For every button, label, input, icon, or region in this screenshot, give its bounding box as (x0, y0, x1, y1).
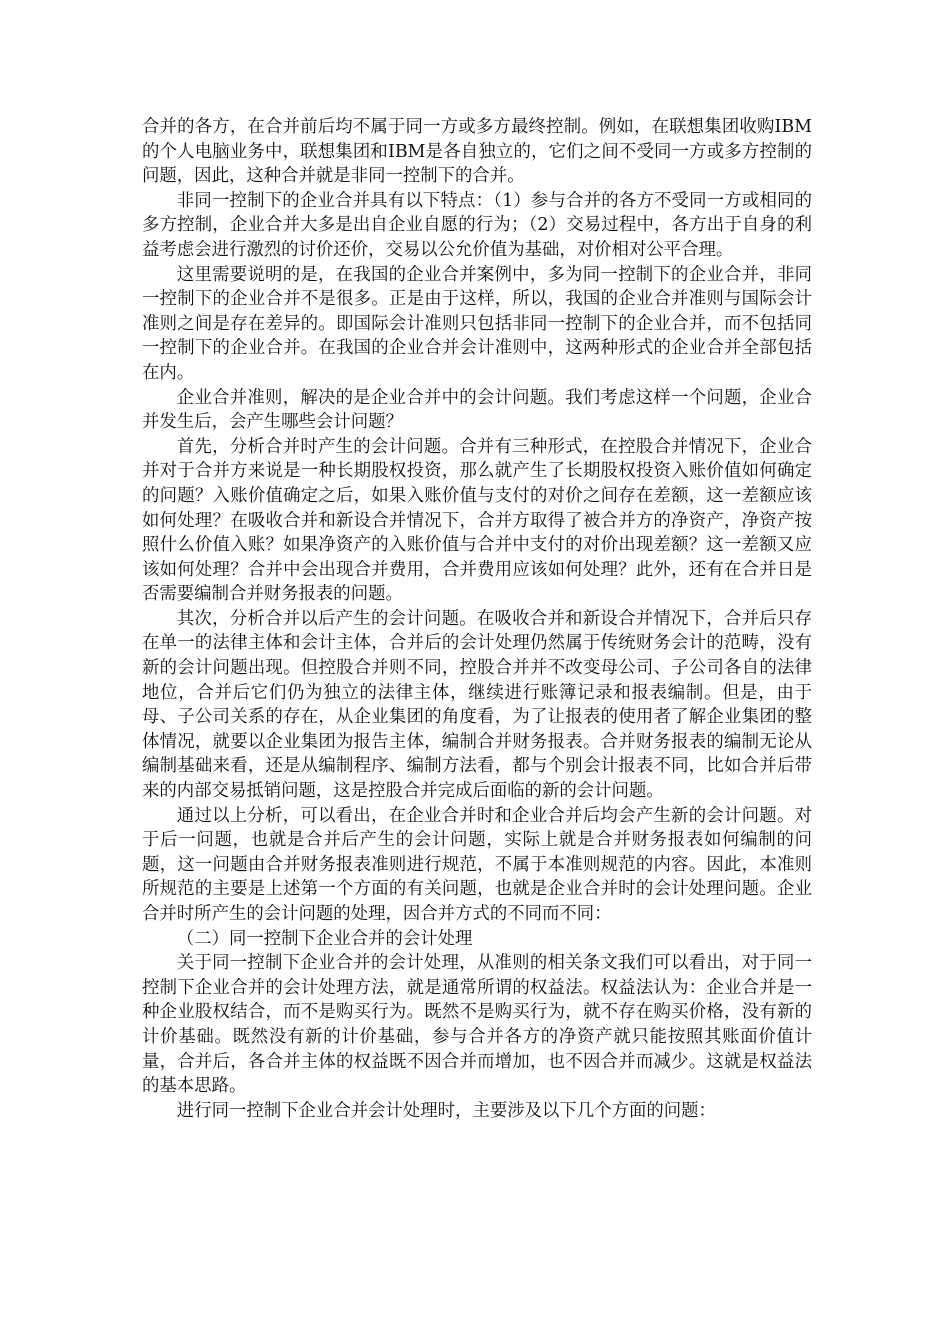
paragraph-explanation: 这里需要说明的是，在我国的企业合并案例中，多为同一控制下的企业合并，非同一控制下的企业合并不是很多。正是由于这样，所以，我国的企业合并准则与国际会计准则之间是存在差异的。即国际会计准则只包括非同一控制下的企业合并，而不包括同一控制下的企业合并。在我国的企业合并会计准则中，这两种形式的企业合并全部包括在内。 (142, 264, 812, 383)
paragraph-continuation: 合并的各方，在合并前后均不属于同一方或多方最终控制。例如，在联想集团收购IBM的个人电脑业务中，联想集团和IBM是各自独立的，它们之间不受同一方或多方控制的问题，因此，这种合并就是非同一控制下的合并。 (142, 117, 812, 187)
paragraph-issues-intro: 进行同一控制下企业合并会计处理时，主要涉及以下几个方面的问题： (176, 1100, 716, 1121)
document-body (142, 115, 812, 1123)
paragraph-characteristics: 非同一控制下的企业合并具有以下特点：（1）参与合并的各方不受同一方或相同的多方控制，企业合并大多是出自企业自愿的行为；（2）交易过程中，各方出于自身的利益考虑会进行激烈的讨价还价，交易以公允价值为基础，对价相对公平合理。 (142, 190, 812, 260)
section-heading: （二）同一控制下企业合并的会计处理 (176, 928, 473, 949)
paragraph-equity-method: 关于同一控制下企业合并的会计处理，从准则的相关条文我们可以看出，对于同一控制下企业合并的会计处理方法，就是通常所谓的权益法。权益法认为：企业合并是一种企业股权结合，而不是购买行为。既然不是购买行为，就不存在购买价格，没有新的计价基础。既然没有新的计价基础，参与合并各方的净资产就只能按照其账面价值计量，合并后，各合并主体的权益既不因合并而增加，也不因合并而减少。这就是权益法的基本思路。 (142, 953, 812, 1097)
paragraph-second-analysis: 其次，分析合并以后产生的会计问题。在吸收合并和新设合并情况下，合并后只存在单一的法律主体和会计主体，合并后的会计处理仍然属于传统财务会计的范畴，没有新的会计问题出现。但控股合并则不同，控股合并并不改变母公司、子公司各自的法律地位，合并后它们仍为独立的法律主体，继续进行账簿记录和报表编制。但是，由于母、子公司关系的存在，从企业集团的角度看，为了让报表的使用者了解企业集团的整体情况，就要以企业集团为报告主体，编制合并财务报表。合并财务报表的编制无论从编制基础来看，还是从编制程序、编制方法看，都与个别会计报表不同，比如合并后带来的内部交易抵销问题，这是控股合并完成后面临的新的会计问题。 (142, 608, 812, 802)
paragraph-question: 企业合并准则，解决的是企业合并中的会计问题。我们考虑这样一个问题，企业合并发生后，会产生哪些会计问题？ (142, 387, 812, 433)
paragraph-first-analysis: 首先，分析合并时产生的会计问题。合并有三种形式，在控股合并情况下，企业合并对于合并方来说是一种长期股权投资，那么就产生了长期股权投资入账价值如何确定的问题？入账价值确定之后，如果入账价值与支付的对价之间存在差额，这一差额应该如何处理？在吸收合并和新设合并情况下，合并方取得了被合并方的净资产，净资产按照什么价值入账？如果净资产的入账价值与合并中支付的对价出现差额？这一差额又应该如何处理？合并中会出现合并费用，合并费用应该如何处理？此外，还有在合并日是否需要编制合并财务报表的问题。 (142, 436, 812, 605)
paragraph-conclusion: 通过以上分析，可以看出，在企业合并时和企业合并后均会产生新的会计问题。对于后一问题，也就是合并后产生的会计问题，实际上就是合并财务报表如何编制的问题，这一问题由合并财务报表准则进行规范，不属于本准则规范的内容。因此，本准则所规范的主要是上述第一个方面的有关问题，也就是企业合并时的会计处理问题。企业合并时所产生的会计问题的处理，因合并方式的不同而不同： (142, 805, 812, 924)
